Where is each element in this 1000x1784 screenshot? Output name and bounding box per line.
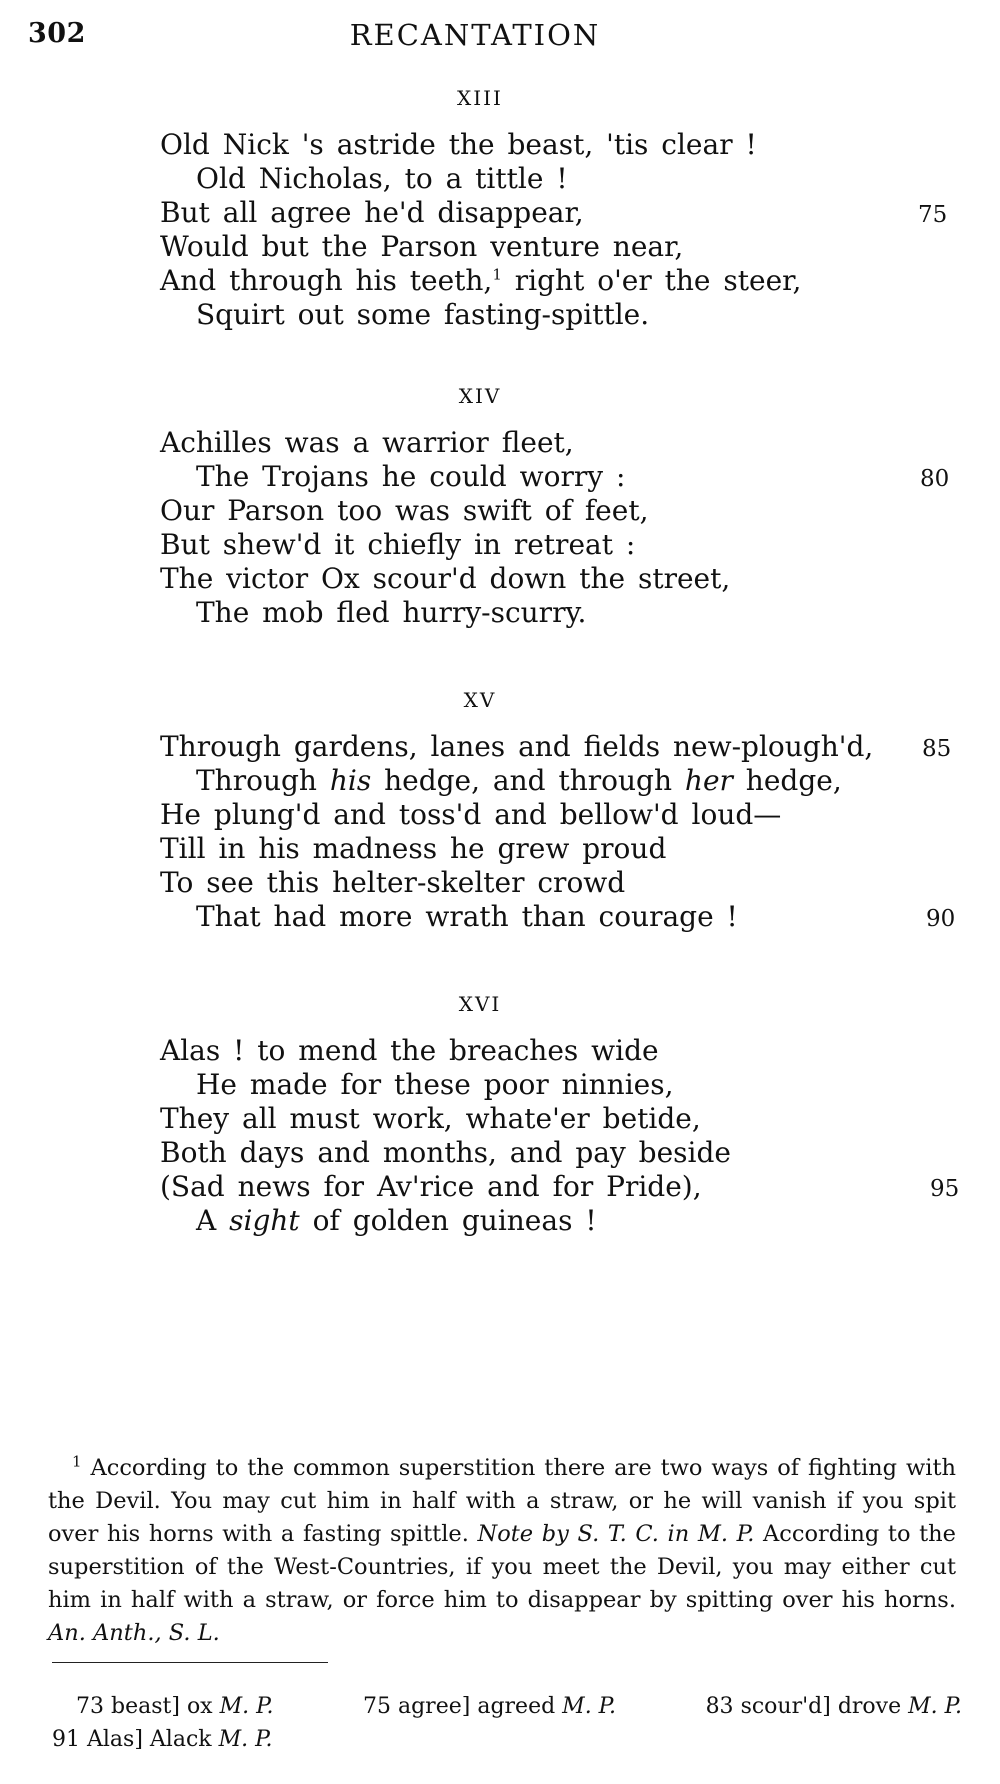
variant-lemma: scour'd] <box>740 1694 831 1719</box>
variant-source: M. P. <box>908 1694 962 1719</box>
variant-lemma: beast] <box>111 1694 180 1719</box>
footnote-mark: 1 <box>72 1452 82 1471</box>
verse-line: Through gardens, lanes and fields new-plough'd, <box>160 730 874 763</box>
line-number: 85 <box>922 736 952 762</box>
variant-entry <box>76 1690 273 1723</box>
verse-line: Alas ! to mend the breaches wide <box>160 1034 659 1067</box>
verse-line: The victor Ox scour'd down the street, <box>160 562 731 595</box>
verse-line: He made for these poor ninnies, <box>196 1068 674 1101</box>
variant-entry <box>706 1690 962 1723</box>
verse-line: They all must work, whate'er betide, <box>160 1102 701 1135</box>
variant-source: M. P. <box>219 1694 274 1719</box>
variant-source: M. P. <box>562 1694 617 1719</box>
variant-reading: ox <box>186 1694 213 1719</box>
line-number: 90 <box>926 906 956 932</box>
verse-line: To see this helter-skelter crowd <box>160 866 626 899</box>
verse-line: He plung'd and toss'd and bellow'd loud— <box>160 798 782 831</box>
verse-line: Squirt out some fasting-spittle. <box>196 298 650 331</box>
verse-text: hedge, <box>732 764 842 797</box>
verse-text: of golden guineas ! <box>299 1204 597 1237</box>
verse-line: Would but the Parson venture near, <box>160 230 684 263</box>
stanza-number: XIII <box>457 86 503 110</box>
page-number: 302 <box>28 18 86 49</box>
footnote <box>48 1452 956 1650</box>
variant-entry <box>363 1690 616 1723</box>
verse-line: Both days and months, and pay beside <box>160 1136 731 1169</box>
textual-variants <box>52 1690 962 1756</box>
verse-line: Achilles was a warrior fleet, <box>160 426 574 459</box>
variant-lemma: Alas] <box>87 1727 143 1752</box>
verse-line: Old Nick 's astride the beast, 'tis clear ! <box>160 128 757 161</box>
verse-text: And through his teeth, <box>160 264 493 297</box>
verse-line: The Trojans he could worry : <box>196 460 626 493</box>
variant-reading: drove <box>837 1694 902 1719</box>
page-header <box>0 14 1000 54</box>
verse-text: Through <box>196 764 330 797</box>
variant-line-number: 91 <box>52 1727 80 1752</box>
running-title: RECANTATION <box>349 18 601 52</box>
verse-line-with-footnote-mark <box>160 264 801 297</box>
variant-reading: Alack <box>149 1727 212 1752</box>
footnote-paragraph <box>48 1452 956 1650</box>
stanza-number: XVI <box>458 992 502 1016</box>
variant-line-number: 83 <box>705 1694 734 1719</box>
emphasis: her <box>684 764 733 797</box>
variant-entry <box>52 1727 272 1752</box>
stanza-number: XV <box>463 688 497 712</box>
emphasis: sight <box>229 1204 300 1237</box>
stanza-number: XIV <box>458 384 502 408</box>
variants-row <box>52 1723 962 1756</box>
verse-line: Our Parson too was swift of feet, <box>160 494 649 527</box>
footnote-text: According to the common superstition there are two ways of fighting with the Devil. You may cut him in half with a straw, or he will vanish if you spit over his horns with a fasting spittle. <box>48 1455 956 1547</box>
verse-line: Till in his madness he grew proud <box>160 832 667 865</box>
verse-line <box>160 1204 597 1237</box>
line-number: 75 <box>918 202 948 228</box>
footnote-attribution: Note by S. T. C. in M. P. <box>477 1521 755 1547</box>
verse-text: hedge, and through <box>371 764 685 797</box>
verse-text: right o'er the steer, <box>501 264 802 297</box>
footnote-source: An. Anth., S. L. <box>48 1620 220 1646</box>
verse-line: But all agree he'd disappear, <box>160 196 584 229</box>
verse-line: That had more wrath than courage ! <box>196 900 738 933</box>
footnote-reference[interactable]: 1 <box>492 265 502 284</box>
verse-line: (Sad news for Av'rice and for Pride), <box>160 1170 702 1203</box>
verse-text: A <box>196 1204 230 1237</box>
line-number: 80 <box>920 466 950 492</box>
verse-line <box>160 764 842 797</box>
verse-line: Old Nicholas, to a tittle ! <box>196 162 568 195</box>
footnote-text: According to the superstition of the West-Countries, if you meet the Devil, you may either cut him in half with a straw, or force him to disappear by spitting over his horns. <box>48 1521 956 1613</box>
variant-lemma: agree] <box>397 1694 471 1719</box>
variant-line-number: 73 <box>76 1694 104 1719</box>
variant-source: M. P. <box>218 1727 273 1752</box>
variant-reading: agreed <box>477 1694 556 1719</box>
verse-line: The mob fled hurry-scurry. <box>196 596 587 629</box>
footnote-divider <box>52 1662 328 1663</box>
variants-row <box>52 1690 962 1723</box>
verse-line: But shew'd it chiefly in retreat : <box>160 528 636 561</box>
variant-line-number: 75 <box>362 1694 391 1719</box>
line-number: 95 <box>930 1176 960 1202</box>
emphasis: his <box>329 764 372 797</box>
